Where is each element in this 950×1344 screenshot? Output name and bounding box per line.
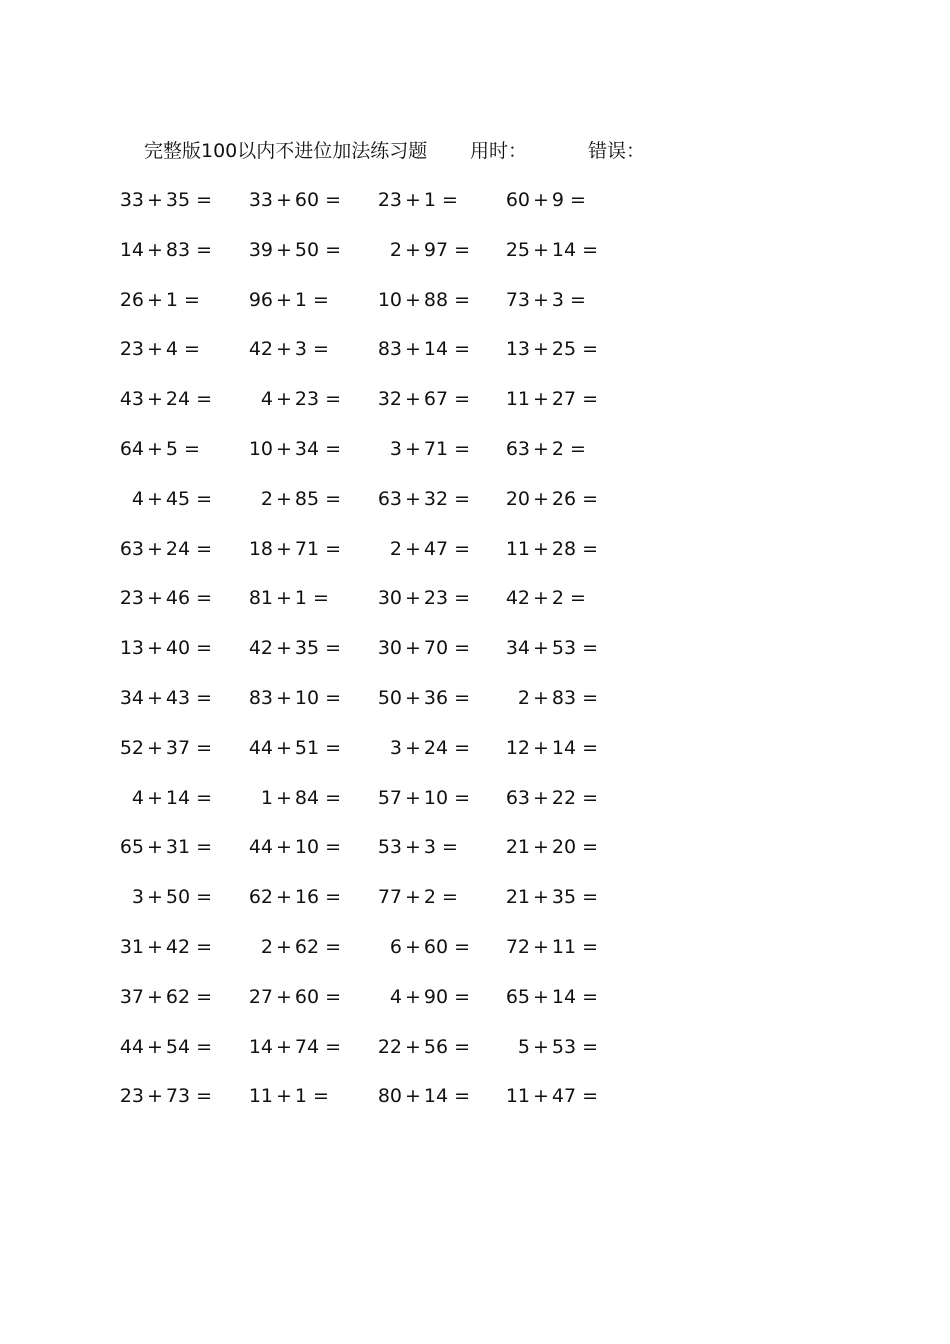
- problem-row: [0, 583, 950, 633]
- addition-problem: 60 + 9 =: [505, 189, 586, 211]
- addition-problem: 2 + 83 =: [517, 686, 599, 709]
- problem-row: [0, 1081, 950, 1131]
- addition-problem: 4 + 45 =: [131, 487, 213, 510]
- addition-problem: 4 + 23 =: [260, 388, 342, 411]
- addition-problem: 11 + 28 =: [505, 537, 599, 560]
- addition-problem: 30 + 23 =: [377, 587, 471, 610]
- addition-problem: 11 + 27 =: [505, 388, 599, 411]
- addition-problem: 63 + 22 =: [505, 786, 599, 809]
- problem-row: [0, 633, 950, 683]
- problem-row: [0, 484, 950, 534]
- addition-problem: 14 + 83 =: [119, 238, 213, 261]
- addition-problem: 10 + 34 =: [248, 437, 342, 460]
- addition-problem: 2 + 62 =: [260, 935, 342, 958]
- addition-problem: 34 + 53 =: [505, 637, 599, 660]
- problem-row: [0, 534, 950, 584]
- problem-row: [0, 982, 950, 1032]
- addition-problem: 57 + 10 =: [377, 786, 471, 809]
- addition-problem: 63 + 24 =: [119, 537, 213, 560]
- problem-row: [0, 783, 950, 833]
- addition-problem: 42 + 35 =: [248, 637, 342, 660]
- addition-problem: 23 + 1 =: [377, 189, 458, 211]
- addition-problem: 2 + 97 =: [389, 238, 471, 261]
- addition-problem: 2 + 47 =: [389, 537, 471, 560]
- addition-problem: 11 + 47 =: [505, 1085, 599, 1108]
- addition-problem: 11 + 1 =: [248, 1085, 329, 1108]
- addition-problem: 6 + 60 =: [389, 935, 471, 958]
- addition-problem: 26 + 1 =: [119, 288, 200, 311]
- errors-label: 错误：: [588, 140, 646, 162]
- problem-row: [0, 285, 950, 335]
- addition-problem: 39 + 50 =: [248, 238, 342, 261]
- addition-problem: 44 + 54 =: [119, 1035, 213, 1058]
- addition-problem: 33 + 60 =: [248, 189, 342, 211]
- addition-problem: 3 + 50 =: [131, 886, 213, 909]
- addition-problem: 80 + 14 =: [377, 1085, 471, 1108]
- addition-problem: 12 + 14 =: [505, 736, 599, 759]
- addition-problem: 27 + 60 =: [248, 985, 342, 1008]
- problem-row: [0, 832, 950, 882]
- addition-problem: 37 + 62 =: [119, 985, 213, 1008]
- problem-row: [0, 235, 950, 285]
- addition-problem: 31 + 42 =: [119, 935, 213, 958]
- addition-problem: 20 + 26 =: [505, 487, 599, 510]
- addition-problem: 44 + 51 =: [248, 736, 342, 759]
- addition-problem: 10 + 88 =: [377, 288, 471, 311]
- addition-problem: 13 + 25 =: [505, 338, 599, 361]
- addition-problem: 64 + 5 =: [119, 437, 200, 460]
- addition-problem: 50 + 36 =: [377, 686, 471, 709]
- time-label: 用时：: [470, 140, 528, 162]
- addition-problem: 81 + 1 =: [248, 587, 329, 610]
- addition-problem: 18 + 71 =: [248, 537, 342, 560]
- addition-problem: 14 + 74 =: [248, 1035, 342, 1058]
- addition-problem: 65 + 31 =: [119, 836, 213, 859]
- problem-row: [0, 733, 950, 783]
- addition-problem: 4 + 14 =: [131, 786, 213, 809]
- problem-row: [0, 334, 950, 384]
- addition-problem: 1 + 84 =: [260, 786, 342, 809]
- problem-grid: [0, 185, 950, 1131]
- addition-problem: 30 + 70 =: [377, 637, 471, 660]
- addition-problem: 3 + 24 =: [389, 736, 471, 759]
- addition-problem: 77 + 2 =: [377, 886, 458, 909]
- addition-problem: 43 + 24 =: [119, 388, 213, 411]
- addition-problem: 23 + 46 =: [119, 587, 213, 610]
- addition-problem: 21 + 20 =: [505, 836, 599, 859]
- addition-problem: 42 + 3 =: [248, 338, 329, 361]
- addition-problem: 63 + 2 =: [505, 437, 586, 460]
- addition-problem: 52 + 37 =: [119, 736, 213, 759]
- addition-problem: 33 + 35 =: [119, 189, 213, 211]
- problem-row: [0, 434, 950, 484]
- addition-problem: 73 + 3 =: [505, 288, 586, 311]
- addition-problem: 21 + 35 =: [505, 886, 599, 909]
- problem-row: [0, 384, 950, 434]
- addition-problem: 5 + 53 =: [517, 1035, 599, 1058]
- addition-problem: 44 + 10 =: [248, 836, 342, 859]
- worksheet-title: 完整版100以内不进位加法练习题: [144, 140, 428, 162]
- addition-problem: 13 + 40 =: [119, 637, 213, 660]
- problem-row: [0, 683, 950, 733]
- addition-problem: 65 + 14 =: [505, 985, 599, 1008]
- addition-problem: 62 + 16 =: [248, 886, 342, 909]
- problem-row: [0, 185, 950, 235]
- addition-problem: 96 + 1 =: [248, 288, 329, 311]
- addition-problem: 83 + 10 =: [248, 686, 342, 709]
- addition-problem: 34 + 43 =: [119, 686, 213, 709]
- problem-row: [0, 882, 950, 932]
- addition-problem: 22 + 56 =: [377, 1035, 471, 1058]
- addition-problem: 42 + 2 =: [505, 587, 586, 610]
- addition-problem: 53 + 3 =: [377, 836, 458, 859]
- addition-problem: 63 + 32 =: [377, 487, 471, 510]
- addition-problem: 72 + 11 =: [505, 935, 599, 958]
- addition-problem: 4 + 90 =: [389, 985, 471, 1008]
- problem-row: [0, 1032, 950, 1082]
- addition-problem: 25 + 14 =: [505, 238, 599, 261]
- addition-problem: 23 + 4 =: [119, 338, 200, 361]
- addition-problem: 32 + 67 =: [377, 388, 471, 411]
- addition-problem: 23 + 73 =: [119, 1085, 213, 1108]
- problem-row: [0, 932, 950, 982]
- addition-problem: 3 + 71 =: [389, 437, 471, 460]
- addition-problem: 83 + 14 =: [377, 338, 471, 361]
- addition-problem: 2 + 85 =: [260, 487, 342, 510]
